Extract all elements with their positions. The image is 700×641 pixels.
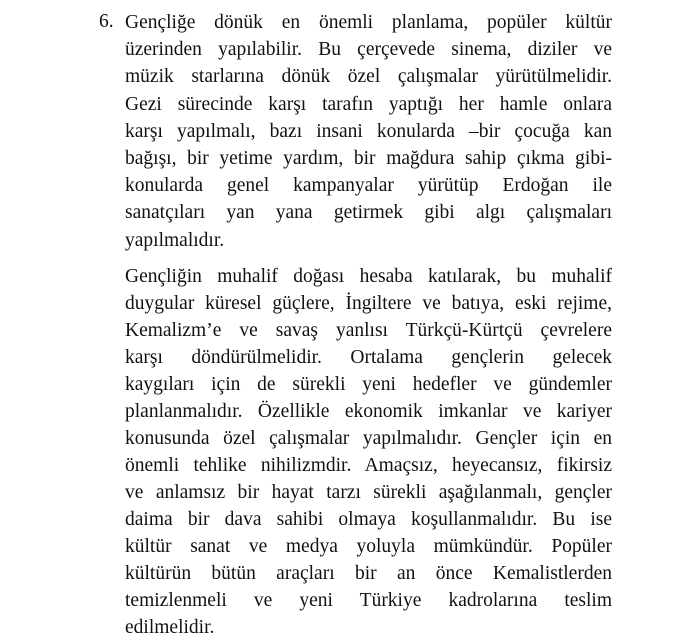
text-line: kültürün bütün araçları bir an önce Kemalistlerden (125, 563, 612, 584)
text-line: bağışı, bir yetime yardım, bir mağdura sahip çıkma gibi- (125, 147, 612, 169)
text-line: planlanmalıdır. Özellikle ekonomik imkanlar ve kariyer (125, 401, 612, 422)
text-line: Gezi sürecinde karşı tarafın yaptığı her hamle onlara (125, 93, 612, 115)
text-line: kültür sanat ve medya yoluyla mümkündür. Popüler (125, 536, 612, 557)
text-line: Kemalizm’e ve savaş yanlısı Türkçü-Kürtçü çevrelere (125, 320, 612, 341)
text-line: duygular küresel güçlere, İngiltere ve batıya, eski rejime, (125, 293, 612, 314)
text-line: Gençliğe dönük en önemli planlama, popüler kültür (125, 12, 612, 33)
paragraph-1 (125, 9, 612, 254)
text-line: ve anlamsız bir hayat tarzı sürekli aşağılanmalı, gençler (125, 482, 612, 503)
text-line: edilmelidir. (125, 617, 215, 638)
text-line: yapılmalıdır. (125, 229, 225, 251)
text-line: temizlenmeli ve yeni Türkiye kadrolarına teslim (125, 590, 612, 611)
text-line: önemli tehlike nihilizmdir. Amaçsız, heyecansız, fikirsiz (125, 455, 612, 476)
text-line: kaygıları için de sürekli yeni hedefler ve gündemler (125, 374, 612, 395)
text-line: konularda genel kampanyalar yürütüp Erdoğan ile (125, 175, 612, 197)
text-line: müzik starlarına dönük özel çalışmalar yürütülmelidir. (125, 66, 612, 88)
list-item-number: 6. (99, 11, 114, 32)
text-line: karşı döndürülmelidir. Ortalama gençlerin gelecek (125, 347, 612, 368)
text-line: üzerinden yapılabilir. Bu çerçevede sinema, diziler ve (125, 39, 612, 61)
text-line: daima bir dava sahibi olmaya koşullanmalıdır. Bu ise (125, 509, 612, 530)
text-line: karşı yapılmalı, bazı insani konularda –bir çocuğa kan (125, 120, 612, 142)
paragraph-2 (125, 263, 612, 641)
text-line: sanatçıları yan yana getirmek gibi algı çalışmaları (125, 202, 612, 224)
text-line: konusunda özel çalışmalar yapılmalıdır. Gençler için en (125, 428, 612, 449)
text-line: Gençliğin muhalif doğası hesaba katılarak, bu muhalif (125, 266, 612, 287)
